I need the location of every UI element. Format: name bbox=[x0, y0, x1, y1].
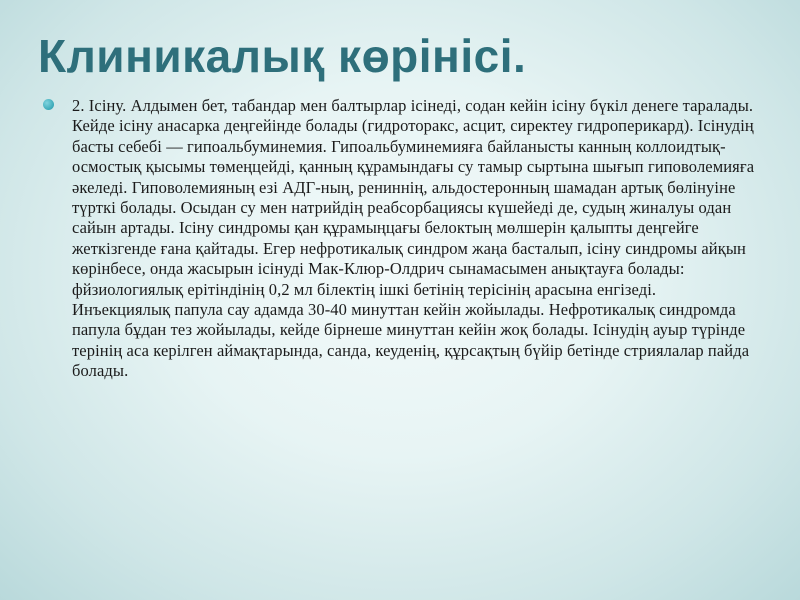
slide-title: Клиникалық көрінісі. bbox=[38, 30, 527, 82]
bullet-text: 2. Ісіну. Алдымен бет, табандар мен балтырлар ісінеді, содан кейін ісіну бүкіл денеге таралады. Кейде ісіну анасарка деңгейінде болады (гидроторакс, асцит, сиректеу гидроперикард). Ісінудің басты себебі — гипоальбуминемия. Гипоальбуминемияға байланысты канның коллоидтық-осмостық қысымы төмеңцейді, қанның құрамындағы су тамыр сыртына шығып гиповолемияға әкеледі. Гиповолемияның езі АДГ-ның, рениннің, альдостеронның шамадан артық бөлінуіне түрткі болады. Осыдан су мен натрийдің реабсорбациясы күшейеді де, судың жиналуы одан сайын артады. Ісіну синдромы қан құрамыңцағы белоктың мөлшерін қалыпты деңгейге жеткізгенде ғана қайтады. Егер нефротикалық синдром жаңа басталып, ісіну синдромы айқын көрінбесе, онда жасырын ісінуді Мак-Клюр-Олдрич сынамасымен анықтауға болады: фйзиологиялық ерітіндінің 0,2 мл білектің ішкі бетінің терісінің арасына енгізеді. Инъекциялық папула сау адамда 30-40 минуттан кейін жойылады. Нефротикалық синдромда папула бұдан тез жойылады, кейде бірнеше минуттан кейін жоқ болады. Ісінудің ауыр түрінде терінің аса керілген аймақтарында, санда, кеуденің, құрсақтың бүйір бетінде стриялалар пайда болады. bbox=[72, 96, 755, 381]
bullet-list bbox=[40, 96, 755, 382]
bullet-item bbox=[40, 96, 755, 382]
bullet-dot-icon bbox=[43, 99, 54, 110]
